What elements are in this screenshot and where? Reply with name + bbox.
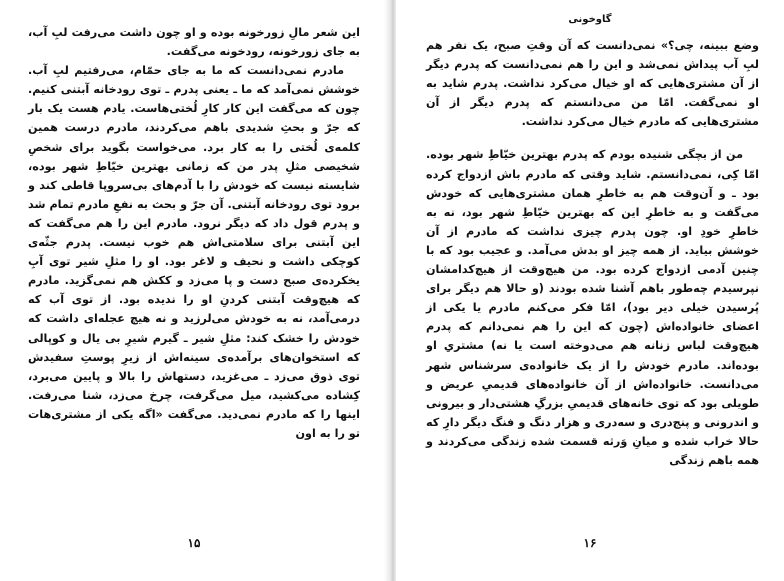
right-page	[396, 0, 784, 581]
right-paragraph-2: من از بچگی شنیده بودم که پدرم بهترین خیّاطِ شهر بوده. امّا کِی، نمی‌دانستم. شاید وقتی که مادرم باش ازدواج کرده بود ـ و آن‌وقت هم به خاطرِ همان مشتری‌هایی که خودش می‌گفت و به خاطرِ این که بهترین خیّاطِ شهر بود، نه به خاطرِ خودِ او. چون پدرم چیزی نداشت که مادرم از آن خوشش بیاید. از همه چیز او بدش می‌آمد. و عجیب بود که با چنین آدمی ازدواج کرده بود. من هیچ‌وقت از هیچ‌کدامشان نپرسیدم چه‌طور باهم آشنا شده بودند (و حالا هم دیگر برای پُرسیدن خیلی دیر بود)، امّا فکر می‌کنم مادرم یا یکی از اعضای خانواده‌اش (چون که این را هم نمی‌دانم که پدرم هیچ‌وقت لباس زنانه هم می‌دوخته است یا نه) مشتریِ او بوده‌اند. مادرم خودش را از یک خانواده‌ی سرشناس شهر می‌دانست. خانواده‌اش از آن خانواده‌های قدیمیِ عریض و طویلی بود که توی خانه‌های قدیمیِ بزرگِ هشتی‌دار و بیرونی و اندرونی و پنج‌دری و سه‌دری و هزار دنگ و فنگ دیگر دارِ که حالا خراب شده و میانِ وَرثه قسمت شده زندگی می‌کردند و همه باهم زندگی	[426, 148, 759, 467]
left-page-text	[28, 23, 360, 443]
right-page-text	[426, 36, 759, 470]
right-paragraph-1: وضع ببینه، چی؟» نمی‌دانست که آن وقتِ صبح، یک نفر هم لبِ آب پیداش نمی‌شد و این را هم نمی‌دانست که پدرم دیگر از آن مشتری‌هایی که او خیال می‌کرد نداشت. پدرم شاید به او نمی‌گفت. امّا من می‌دانستم که پدرم دیگر از آن مشتری‌هایی که مادرم خیال می‌کرد نداشت.	[426, 39, 759, 129]
left-page	[0, 0, 388, 581]
left-paragraph-2: مادرم نمی‌دانست که ما به جای حمّام، می‌رفتیم لبِ آب. خوشش نمی‌آمد که ما ـ یعنی پدرم ـ توی رودخانه آبتنی کنیم. چون که می‌گفت این کار کارِ لُختی‌هاست. یادم هست یک بار که جرّ و بحثِ شدیدی باهم می‌کردند، مادرم درست همین کلمه‌ی لُختی را به کار برد. می‌خواست بگوید برای شخصِ شخیصی مثلِ پدر من که زمانی بهترین خیّاطِ شهر بوده، شایسته نیست که خودش را با آدم‌های بی‌سروپا قاطی کند و برود توی رودخانه آبتنی. آن جرّ و بحث به نفعِ مادرم تمام شد و پدرم قول داد که دیگر نرود. مادرم این را هم می‌گفت که این آبتنی برای سلامتی‌اش هم خوب نیست. پدرم جثّه‌ی کوچکی داشت و نحیف و لاغر بود. او را مثلِ شیر توی آبِ یخکرده‌ی صبح دست و پا می‌زد و ککش هم نمی‌گزید. مادرم که هیچ‌وقت آبتنی کردنِ او را ندیده بود. از توی آب که درمی‌آمد، نه به خودش می‌لرزید و نه هیچ عجله‌ای داشت که خودش را خشک کند: مثلِ شیر ـ گیرم شیرِ بی یال و کوپالی که استخوان‌های برآمده‌ی سینه‌اش از زیرِ پوستِ سفیدش توی ذوق می‌زد ـ می‌غزید، دستهاش را بالا و پایین می‌برد، کِشاده می‌کشید، میل می‌گرفت، چرخ می‌زد، شنا می‌رفت. اینها را که مادرم نمی‌دید. می‌گفت «اگه یکی از مشتری‌هات تو را به اون	[28, 64, 360, 440]
left-page-number: ۱۵	[187, 536, 201, 550]
left-paragraph-1: این شعر مالِ زورخونه بوده و او چون داشت می‌رفت لبِ آب، به جای زورخونه، رودخونه می‌گفت.	[28, 26, 360, 59]
running-head: گاوخونی	[568, 14, 612, 25]
right-page-number: ۱۶	[583, 536, 597, 550]
